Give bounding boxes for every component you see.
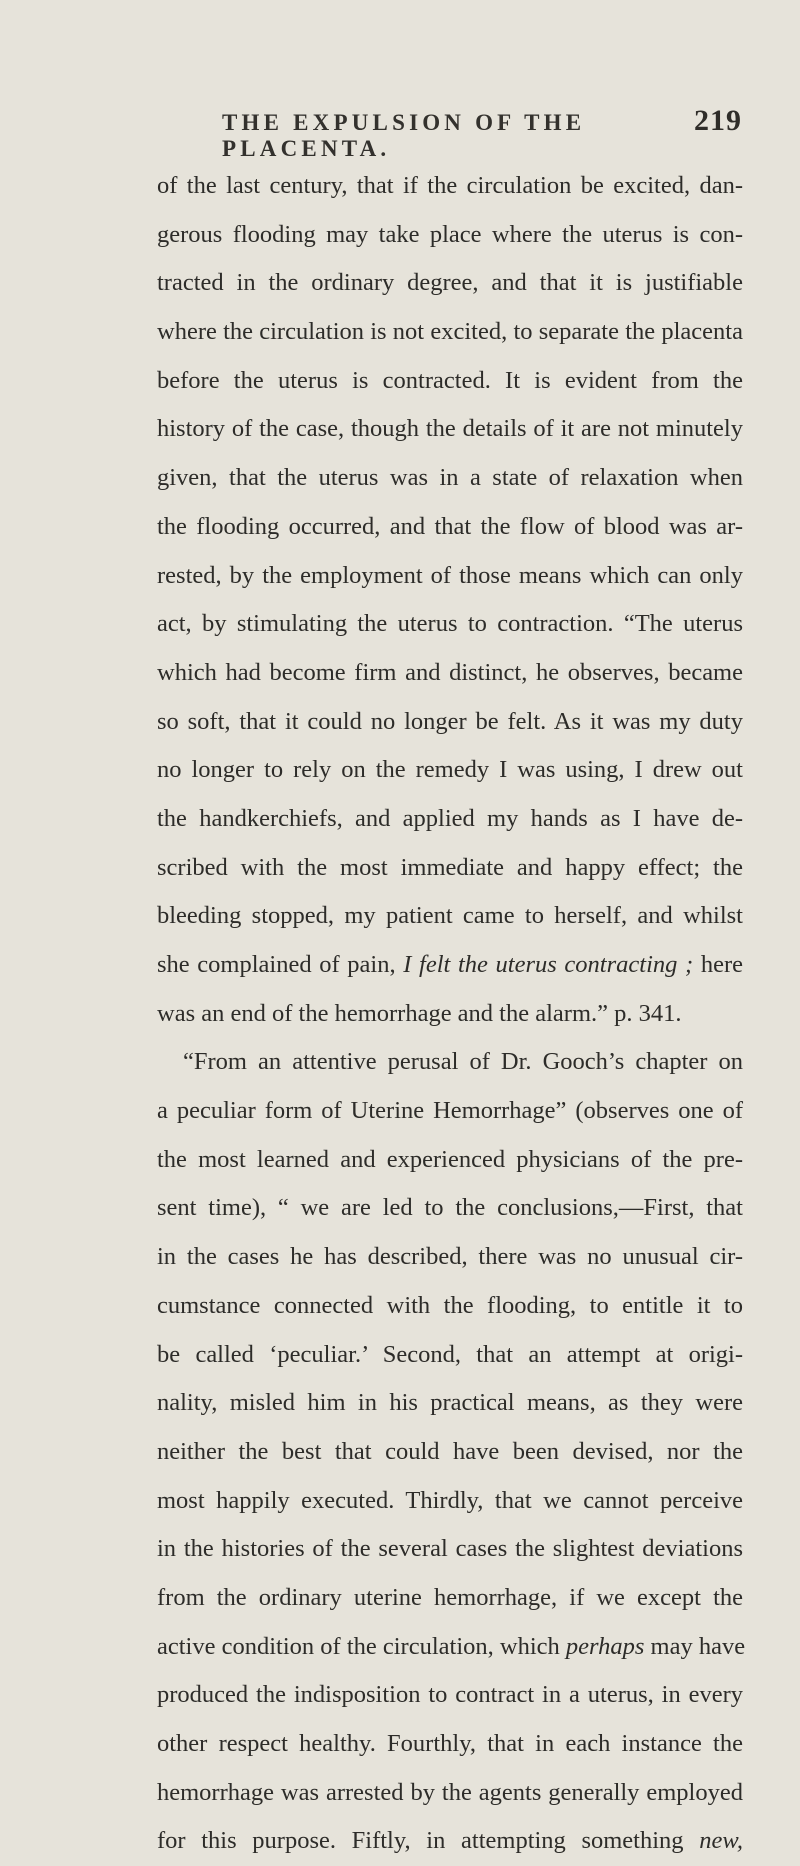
- text-line: gerous flooding may take place where the uterus is con-: [157, 220, 743, 248]
- text-line: cumstance connected with the flooding, to entitle it to: [157, 1291, 743, 1319]
- text-line: given, that the uterus was in a state of relaxation when: [157, 464, 743, 492]
- text-line: tracted in the ordinary degree, and that it is justifiable: [157, 269, 743, 297]
- text-line: a peculiar form of Uterine Hemorrhage” (observes one of: [157, 1097, 743, 1125]
- text-line: which had become firm and distinct, he observes, became: [157, 658, 743, 686]
- text-line: the handkerchiefs, and applied my hands as I have de-: [157, 804, 743, 832]
- text-line: [157, 1623, 746, 1672]
- running-title: THE EXPULSION OF THE PLACENTA.: [222, 110, 586, 161]
- text-line: the flooding occurred, and that the flow of blood was ar-: [157, 512, 743, 540]
- text-line: of the last century, that if the circulation be excited, dan-: [157, 172, 743, 199]
- text-line: produced the indisposition to contract in a uterus, in every: [157, 1681, 743, 1709]
- text-line: nality, misled him in his practical means, as they were: [157, 1389, 743, 1417]
- text-line: most happily executed. Thirdly, that we cannot perceive: [157, 1486, 743, 1514]
- text-line: the most learned and experienced physicians of the pre-: [157, 1145, 743, 1173]
- text-segment: she complained of pain,: [157, 951, 404, 978]
- page-number: 219: [694, 104, 742, 137]
- text-line: in the histories of the several cases the slightest deviations: [157, 1535, 743, 1563]
- text-line: from the ordinary uterine hemorrhage, if we except the: [157, 1583, 743, 1611]
- text-line: other respect healthy. Fourthly, that in each instance the: [157, 1730, 743, 1757]
- italic-segment: perhaps: [565, 1632, 645, 1660]
- text-line: [157, 1817, 743, 1866]
- text-line: bleeding stopped, my patient came to herself, and whilst: [157, 902, 743, 930]
- text-line: no longer to rely on the remedy I was using, I drew out: [157, 756, 743, 784]
- text-line: scribed with the most immediate and happy effect; the: [157, 853, 743, 881]
- text-line: in the cases he has described, there was no unusual cir-: [157, 1243, 743, 1271]
- text-line: sent time), “ we are led to the conclusions,—First, that: [157, 1194, 743, 1222]
- text-segment: here: [693, 951, 743, 978]
- text-line: hemorrhage was arrested by the agents generally employed: [157, 1778, 743, 1806]
- body-text: [157, 162, 746, 1866]
- text-line: history of the case, though the details of it are not minutely: [157, 415, 743, 443]
- italic-segment: new,: [699, 1827, 743, 1855]
- text-line: before the uterus is contracted. It is evident from the: [157, 366, 743, 394]
- text-line: so soft, that it could no longer be felt. As it was my duty: [157, 707, 743, 735]
- text-line: act, by stimulating the uterus to contraction. “The uterus: [157, 610, 743, 638]
- text-segment: active condition of the circulation, which: [157, 1632, 566, 1660]
- text-line: [157, 941, 743, 990]
- text-line: rested, by the employment of those means which can only: [157, 561, 743, 589]
- paragraph-end-line: was an end of the hemorrhage and the alarm.” p. 341.: [157, 999, 682, 1027]
- text-line: neither the best that could have been devised, nor the: [157, 1437, 743, 1465]
- text-segment: for this purpose. Fiftly, in attempting something: [157, 1827, 700, 1855]
- italic-segment: I felt the uterus contracting ;: [403, 951, 694, 978]
- text-segment: may have: [644, 1632, 746, 1660]
- text-line: be called ‘peculiar.’ Second, that an attempt at origi-: [157, 1340, 743, 1368]
- paragraph-start-line: “From an attentive perusal of Dr. Gooch’s chapter on: [183, 1048, 743, 1076]
- text-line: where the circulation is not excited, to separate the placenta: [157, 318, 743, 346]
- running-head: [222, 104, 742, 161]
